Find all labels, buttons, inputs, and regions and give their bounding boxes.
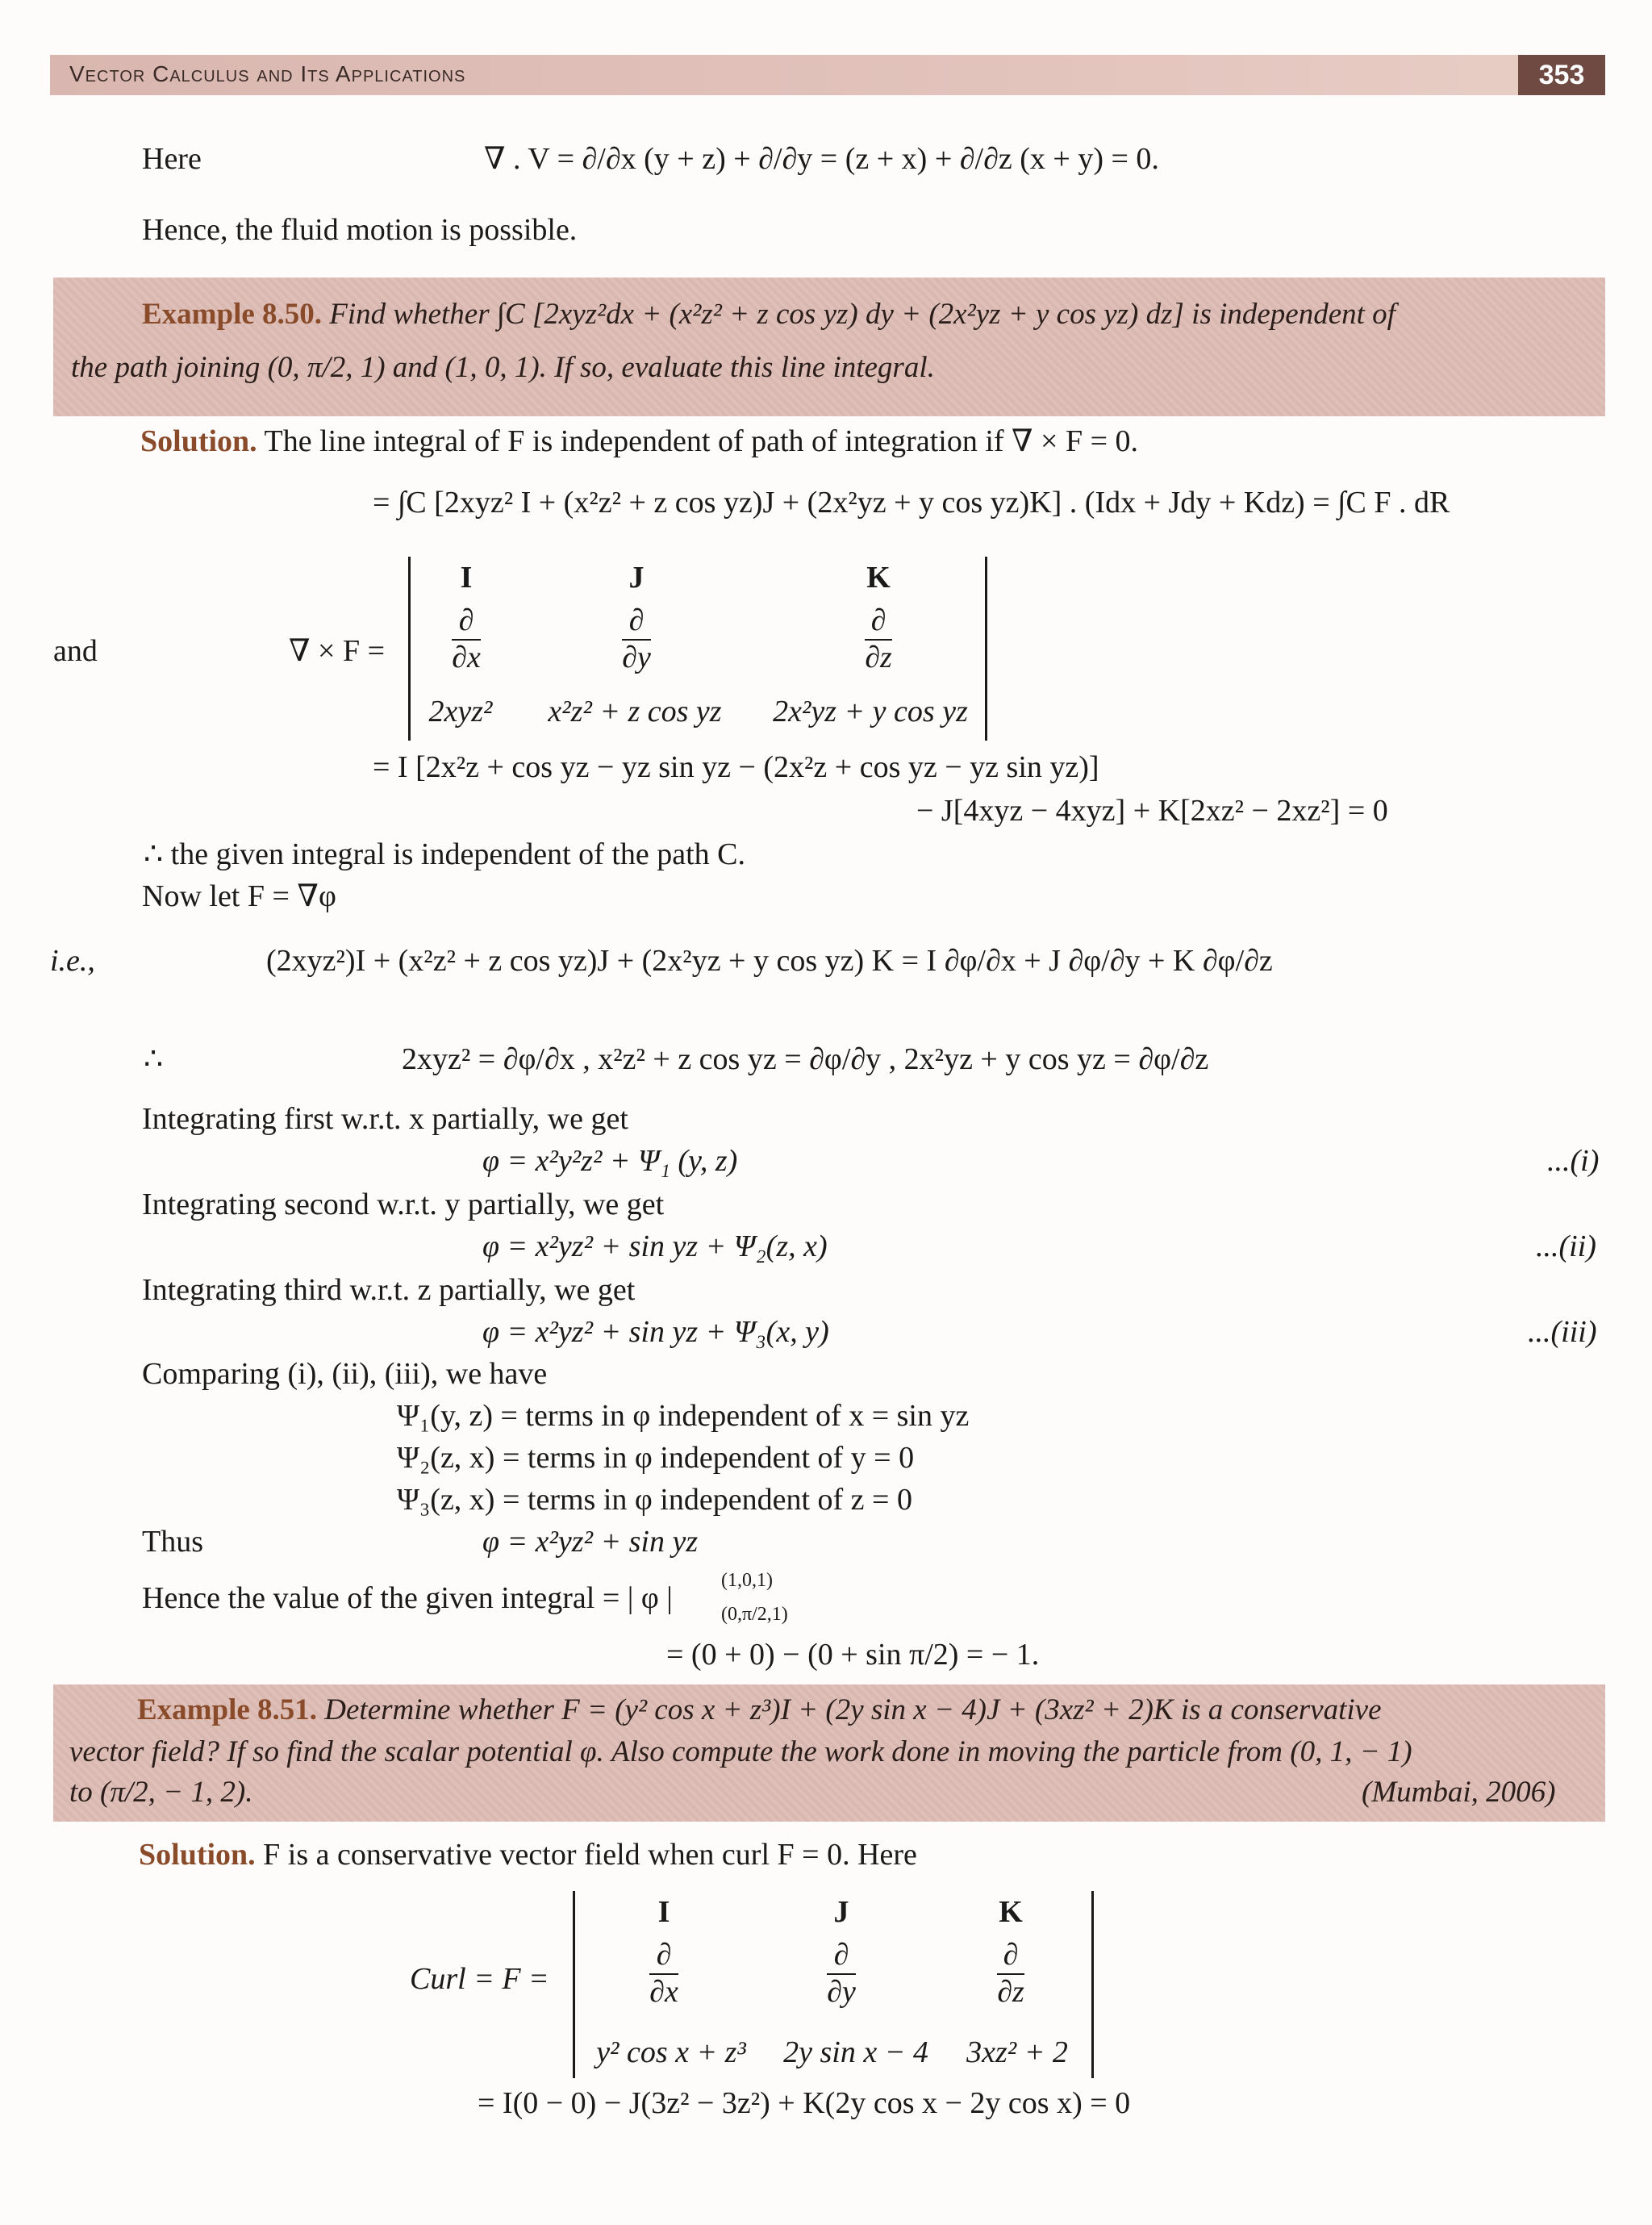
det-d-dy: $\frac{\partial}{\partial y}$ [622, 603, 651, 674]
det-d-dz: $\frac{\partial}{\partial z}$ [865, 603, 892, 674]
curl-result-8-51: = I(0 − 0) − J(3z² − 3z²) + K(2y cos x − 2y cos x) = 0 [478, 2086, 1131, 2120]
here-label: Here [142, 142, 202, 176]
equation-tag-i: ...(i) [1547, 1144, 1600, 1178]
psi3-equation: Ψ₃(z, x) = terms in φ independent of z = 0 [397, 1483, 912, 1517]
solution-8-50-intro [140, 423, 1138, 461]
integrate-third-text: Integrating third w.r.t. z partially, we get [142, 1273, 636, 1307]
thus-label: Thus [142, 1525, 203, 1559]
phi-equation-1: φ = x²y²z² + Ψ₁ (y, z) [482, 1144, 738, 1178]
therefore-symbol: ∴ [144, 1042, 164, 1076]
det-i: I [460, 561, 473, 595]
ie-label: i.e., [50, 944, 95, 978]
example-8-51-line2: vector field? If so find the scalar potential φ. Also compute the work done in moving the particle from (0, 1, − 1) [69, 1735, 1412, 1768]
independent-path-statement: ∴ the given integral is independent of the path C. [144, 837, 745, 871]
curl-expansion-line2: − J[4xyz − 4xyz] + K[2xz² − 2xz²] = 0 [916, 794, 1388, 828]
det2-j: J [833, 1895, 849, 1929]
example-8-51-line3: to (π/2, − 1, 2). [69, 1776, 253, 1809]
example-8-51-source: (Mumbai, 2006) [1362, 1776, 1556, 1809]
gradient-equation: (2xyz²)I + (x²z² + z cos yz)J + (2x²yz + y cos yz) K = I ∂φ/∂x + J ∂φ/∂y + K ∂φ/∂z [266, 944, 1273, 978]
final-value: = (0 + 0) − (0 + sin π/2) = − 1. [666, 1638, 1040, 1672]
curl-determinant-8-51 [573, 1891, 1094, 2078]
curl-label-2: Curl = F = [410, 1962, 549, 1996]
det-f2: x²z² + z cos yz [548, 695, 722, 728]
solution-8-50-text: The line integral of F is independent of path of integration if ∇ × F = 0. [264, 424, 1139, 458]
det2-d-dx: $\frac{\partial}{\partial x}$ [649, 1938, 678, 2009]
comparing-text: Comparing (i), (ii), (iii), we have [142, 1357, 548, 1391]
equation-tag-ii: ...(ii) [1536, 1229, 1596, 1263]
det2-d-dz: $\frac{\partial}{\partial z}$ [997, 1938, 1024, 2009]
divergence-equation: ∇ . V = ∂/∂x (y + z) + ∂/∂y = (z + x) + ∂/∂z (x + y) = 0. [484, 142, 1159, 176]
det2-i: I [657, 1895, 670, 1929]
running-head-title: Vector Calculus and Its Applications [69, 61, 466, 86]
curl-determinant-8-50 [408, 557, 987, 741]
example-8-50-line2: the path joining (0, π/2, 1) and (1, 0, 1). If so, evaluate this line integral. [71, 351, 935, 384]
example-8-50-label: Example 8.50. [142, 298, 323, 331]
det2-k: K [999, 1895, 1023, 1929]
example-8-50-statement: Find whether ∫C [2xyz²dx + (x²z² + z cos yz) dy + (2x²yz + y cos yz) dz] is independent of [329, 298, 1395, 331]
det2-f1: y² cos x + z³ [596, 2035, 746, 2069]
psi1-equation: Ψ₁(y, z) = terms in φ independent of x = sin yz [397, 1399, 970, 1433]
equation-tag-iii: ...(iii) [1528, 1315, 1597, 1349]
integrate-second-text: Integrating second w.r.t. y partially, we get [142, 1188, 665, 1221]
solution-8-51-intro [139, 1836, 917, 1875]
solution-8-51-text: F is a conservative vector field when curl F = 0. Here [263, 1838, 917, 1872]
phi-final: φ = x²yz² + sin yz [482, 1525, 699, 1559]
det2-f3: 3xz² + 2 [966, 2035, 1068, 2069]
example-8-51-label: Example 8.51. [137, 1693, 318, 1726]
example-8-51-box [53, 1684, 1605, 1822]
limit-lower: (0,π/2,1) [721, 1604, 788, 1625]
example-8-50-line1 [142, 297, 1395, 332]
example-8-51-line1 [137, 1693, 1382, 1727]
curl-expansion-line1: = I [2x²z + cos yz − yz sin yz − (2x²z + cos yz − yz sin yz)] [373, 750, 1099, 784]
and-label: and [53, 634, 98, 668]
limit-upper: (1,0,1) [721, 1570, 773, 1591]
psi2-equation: Ψ₂(z, x) = terms in φ independent of y = 0 [397, 1441, 915, 1475]
hence-value-text: Hence the value of the given integral = | φ | [142, 1581, 673, 1615]
partial-derivatives-equation: 2xyz² = ∂φ/∂x , x²z² + z cos yz = ∂φ/∂y , 2x²yz + y cos yz = ∂φ/∂z [402, 1042, 1209, 1076]
det-k: K [866, 561, 891, 595]
example-8-51-statement: Determine whether F = (y² cos x + z³)I + (2y sin x − 4)J + (3xz² + 2)K is a conservative [324, 1693, 1382, 1726]
det-f3: 2x²yz + y cos yz [773, 695, 968, 728]
det2-f2: 2y sin x − 4 [783, 2035, 928, 2069]
phi-equation-2: φ = x²yz² + sin yz + Ψ₂(z, x) [482, 1229, 828, 1263]
det-f1: 2xyz² [428, 695, 493, 728]
hence-text: Hence, the fluid motion is possible. [142, 213, 578, 247]
det2-d-dy: $\frac{\partial}{\partial y}$ [827, 1938, 856, 2009]
running-head [50, 55, 1605, 95]
example-8-50-box [53, 278, 1605, 416]
page-number: 353 [1518, 55, 1605, 95]
integrate-first-text: Integrating first w.r.t. x partially, we get [142, 1102, 628, 1136]
now-let-statement: Now let F = ∇φ [142, 879, 336, 913]
line-integral-expression: = ∫C [2xyz² I + (x²z² + z cos yz)J + (2x²yz + y cos yz)K] . (Idx + Jdy + Kdz) = ∫C F . dR [373, 486, 1450, 520]
det-j: J [628, 561, 645, 595]
phi-equation-3: φ = x²yz² + sin yz + Ψ₃(x, y) [482, 1315, 829, 1349]
solution-label-2: Solution. [139, 1838, 256, 1872]
curl-label: ∇ × F = [289, 634, 386, 668]
solution-label: Solution. [140, 424, 257, 458]
det-d-dx: $\frac{\partial}{\partial x}$ [452, 603, 481, 674]
